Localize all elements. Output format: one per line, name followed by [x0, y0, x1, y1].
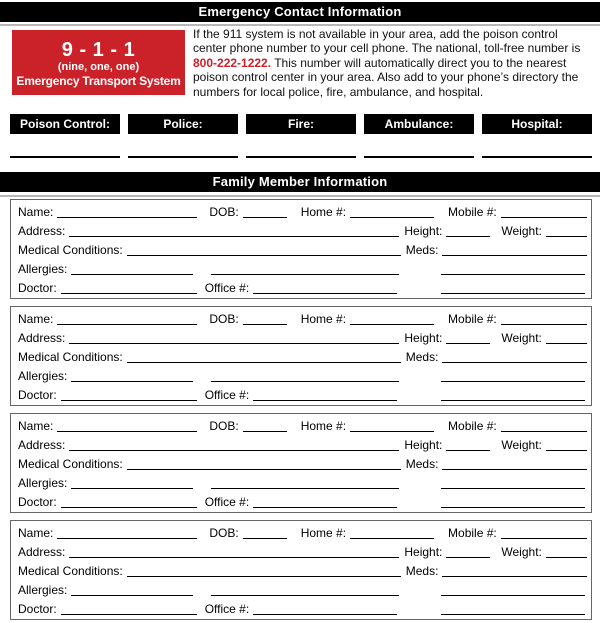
write-line-allergies-2	[211, 478, 399, 489]
section-title-family: Family Member Information	[212, 174, 388, 189]
write-line-address	[69, 547, 399, 558]
write-line-allergies	[71, 585, 193, 596]
write-line-meds	[442, 352, 587, 363]
write-line-allergies-2	[211, 585, 399, 596]
member-row-medical	[18, 564, 587, 583]
write-line-dob	[243, 528, 287, 539]
field-label-name: Name:	[18, 419, 54, 433]
field-label-home: Home #:	[300, 526, 347, 540]
write-line-home	[350, 314, 434, 325]
contact-label-police: Police:	[128, 114, 238, 134]
write-line-meds-2	[441, 264, 585, 275]
write-line-allergies-2	[211, 371, 399, 382]
field-label-medical-conditions: Medical Conditions:	[18, 564, 123, 578]
field-label-dob: DOB:	[209, 526, 239, 540]
field-label-weight: Weight:	[501, 331, 542, 345]
write-line-mobile	[501, 314, 587, 325]
family-member-block	[10, 306, 592, 406]
field-label-allergies: Allergies:	[18, 369, 68, 383]
write-line-home	[350, 421, 434, 432]
contact-label-ambulance: Ambulance:	[364, 114, 474, 134]
write-line-weight	[546, 333, 587, 344]
write-line-poison-control	[10, 146, 120, 158]
write-line-height	[446, 226, 490, 237]
field-label-mobile: Mobile #:	[448, 312, 497, 326]
member-row-name	[18, 419, 587, 438]
field-label-dob: DOB:	[209, 419, 239, 433]
field-label-name: Name:	[18, 526, 54, 540]
field-label-mobile: Mobile #:	[448, 205, 497, 219]
write-line-police	[128, 146, 238, 158]
write-line-height	[446, 440, 490, 451]
field-label-office: Office #:	[204, 281, 250, 295]
write-line-dob	[243, 421, 287, 432]
field-label-office: Office #:	[204, 602, 250, 616]
member-row-medical	[18, 243, 587, 262]
write-line-meds	[442, 245, 587, 256]
write-line-meds-3	[441, 390, 585, 401]
write-line-name	[57, 421, 197, 432]
member-row-allergies	[18, 369, 587, 388]
field-label-home: Home #:	[300, 419, 347, 433]
write-line-dob	[243, 207, 287, 218]
member-row-doctor	[18, 602, 587, 621]
write-line-home	[350, 528, 434, 539]
write-line-meds-2	[441, 585, 585, 596]
write-line-meds-2	[441, 478, 585, 489]
write-line-meds	[442, 566, 587, 577]
field-label-mobile: Mobile #:	[448, 526, 497, 540]
write-line-meds-2	[441, 371, 585, 382]
member-row-name	[18, 205, 587, 224]
write-line-allergies-2	[211, 264, 399, 275]
field-label-medical-conditions: Medical Conditions:	[18, 243, 123, 257]
write-line-medical-conditions	[127, 352, 401, 363]
family-header-divider	[0, 195, 600, 197]
field-label-weight: Weight:	[501, 224, 542, 238]
write-line-medical-conditions	[127, 566, 401, 577]
contacts-row	[10, 114, 592, 134]
member-row-allergies	[18, 476, 587, 495]
contacts-write-lines	[10, 146, 592, 158]
member-row-doctor	[18, 281, 587, 300]
member-row-address	[18, 331, 587, 350]
section-title-emergency: Emergency Contact Information	[198, 4, 402, 19]
field-label-address: Address:	[18, 224, 66, 238]
field-label-office: Office #:	[204, 495, 250, 509]
write-line-name	[57, 207, 197, 218]
member-row-doctor	[18, 495, 587, 514]
write-line-doctor	[61, 283, 197, 294]
family-member-block	[10, 413, 592, 513]
write-line-meds-3	[441, 497, 585, 508]
header-divider	[0, 24, 600, 26]
field-label-dob: DOB:	[209, 312, 239, 326]
member-row-allergies	[18, 262, 587, 281]
field-label-allergies: Allergies:	[18, 583, 68, 597]
write-line-allergies	[71, 264, 193, 275]
member-row-medical	[18, 350, 587, 369]
field-label-meds: Meds:	[405, 243, 439, 257]
field-label-weight: Weight:	[501, 545, 542, 559]
write-line-doctor	[61, 390, 197, 401]
write-line-office	[253, 283, 397, 294]
write-line-allergies	[71, 478, 193, 489]
write-line-height	[446, 547, 490, 558]
field-label-allergies: Allergies:	[18, 476, 68, 490]
write-line-office	[253, 497, 397, 508]
field-label-medical-conditions: Medical Conditions:	[18, 457, 123, 471]
write-line-office	[253, 604, 397, 615]
write-line-medical-conditions	[127, 459, 401, 470]
family-member-block	[10, 520, 592, 620]
badge-number: 9 - 1 - 1	[61, 39, 136, 61]
member-row-doctor	[18, 388, 587, 407]
write-line-mobile	[501, 421, 587, 432]
field-label-home: Home #:	[300, 312, 347, 326]
section-header-emergency	[0, 2, 600, 22]
write-line-medical-conditions	[127, 245, 401, 256]
intro-text-after: This number will automatically direct you to the nearest poison control center in your area. Also add to your phone’s directory the numbers for local police, fire, ambulance, and hospital.	[193, 55, 579, 99]
write-line-office	[253, 390, 397, 401]
write-line-name	[57, 314, 197, 325]
write-line-hospital	[482, 146, 592, 158]
field-label-height: Height:	[404, 331, 443, 345]
write-line-address	[69, 226, 399, 237]
write-line-weight	[546, 440, 587, 451]
write-line-weight	[546, 226, 587, 237]
field-label-doctor: Doctor:	[18, 495, 57, 509]
write-line-mobile	[501, 207, 587, 218]
field-label-office: Office #:	[204, 388, 250, 402]
field-label-doctor: Doctor:	[18, 281, 57, 295]
write-line-dob	[243, 314, 287, 325]
field-label-dob: DOB:	[209, 205, 239, 219]
write-line-meds	[442, 459, 587, 470]
write-line-address	[69, 440, 399, 451]
write-line-doctor	[61, 497, 197, 508]
member-row-name	[18, 312, 587, 331]
contact-label-hospital: Hospital:	[482, 114, 592, 134]
write-line-meds-3	[441, 283, 585, 294]
badge-subtitle: Emergency Transport System	[16, 74, 181, 88]
field-label-meds: Meds:	[405, 564, 439, 578]
write-line-allergies	[71, 371, 193, 382]
write-line-weight	[546, 547, 587, 558]
field-label-meds: Meds:	[405, 350, 439, 364]
field-label-doctor: Doctor:	[18, 388, 57, 402]
intro-text-before: If the 911 system is not available in your area, add the poison control center phone number to your cell phone. The national, toll-free number is	[193, 27, 581, 56]
field-label-home: Home #:	[300, 205, 347, 219]
write-line-home	[350, 207, 434, 218]
write-line-fire	[246, 146, 356, 158]
intro-paragraph	[193, 27, 593, 99]
write-line-address	[69, 333, 399, 344]
field-label-medical-conditions: Medical Conditions:	[18, 350, 123, 364]
write-line-mobile	[501, 528, 587, 539]
member-row-allergies	[18, 583, 587, 602]
write-line-height	[446, 333, 490, 344]
write-line-doctor	[61, 604, 197, 615]
write-line-name	[57, 528, 197, 539]
write-line-ambulance	[364, 146, 474, 158]
field-label-address: Address:	[18, 545, 66, 559]
poison-control-phone: 800-222-1222.	[193, 55, 272, 70]
section-header-family	[0, 172, 600, 192]
family-blocks	[10, 199, 592, 623]
911-badge	[12, 30, 185, 95]
write-line-meds-3	[441, 604, 585, 615]
contact-label-fire: Fire:	[246, 114, 356, 134]
family-member-block	[10, 199, 592, 299]
field-label-address: Address:	[18, 438, 66, 452]
member-row-address	[18, 224, 587, 243]
field-label-height: Height:	[404, 224, 443, 238]
member-row-address	[18, 545, 587, 564]
field-label-allergies: Allergies:	[18, 262, 68, 276]
field-label-name: Name:	[18, 312, 54, 326]
member-row-medical	[18, 457, 587, 476]
member-row-address	[18, 438, 587, 457]
field-label-mobile: Mobile #:	[448, 419, 497, 433]
member-row-name	[18, 526, 587, 545]
field-label-address: Address:	[18, 331, 66, 345]
field-label-meds: Meds:	[405, 457, 439, 471]
field-label-height: Height:	[404, 545, 443, 559]
badge-words: (nine, one, one)	[57, 61, 140, 73]
field-label-doctor: Doctor:	[18, 602, 57, 616]
contact-label-poison-control: Poison Control:	[10, 114, 120, 134]
field-label-weight: Weight:	[501, 438, 542, 452]
field-label-name: Name:	[18, 205, 54, 219]
field-label-height: Height:	[404, 438, 443, 452]
